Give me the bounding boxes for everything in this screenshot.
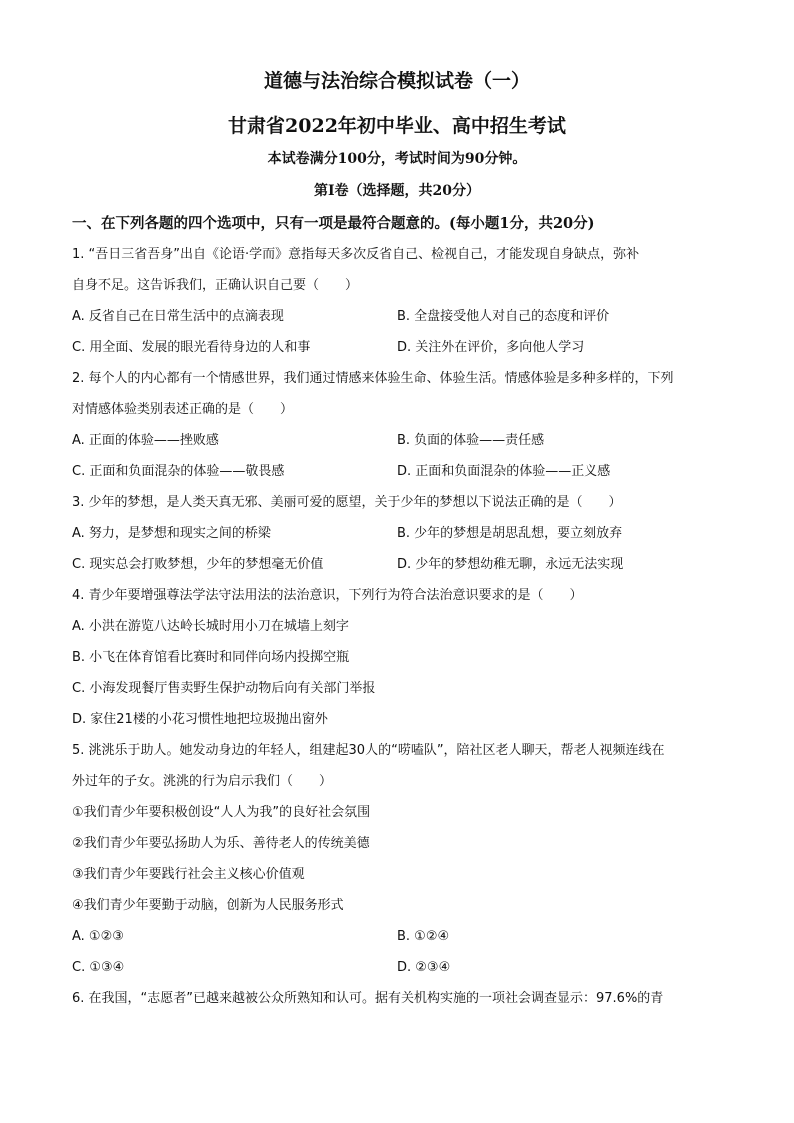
- question-4: [72, 580, 722, 735]
- option-b: B. 小飞在体育馆看比赛时和同伴向场内投掷空瓶: [72, 650, 350, 665]
- question-5: [72, 735, 722, 983]
- exam-title: 道德与法治综合模拟试卷（一）: [263, 70, 530, 92]
- question-2: [72, 363, 722, 487]
- statement-3: ③我们青少年要践行社会主义核心价值观: [72, 867, 305, 882]
- question-6: [72, 983, 722, 1014]
- option-b: B. 少年的梦想是胡思乱想，要立刻放弃: [397, 526, 623, 541]
- option-a: A. 小洪在游览八达岭长城时用小刀在城墙上刻字: [72, 619, 349, 634]
- option-a: A. 努力，是梦想和现实之间的桥梁: [72, 526, 271, 541]
- question-text: 6. 在我国，“志愿者”已越来越被公众所熟知和认可。据有关机构实施的一项社会调查显示：97.6%的青: [72, 991, 664, 1006]
- statement-1: ①我们青少年要积极创设“人人为我”的良好社会氛围: [72, 805, 371, 820]
- option-c: C. 正面和负面混杂的体验——敬畏感: [72, 464, 285, 479]
- exam-subtitle: 甘肃省2022年初中毕业、高中招生考试: [228, 115, 566, 137]
- option-c: C. 用全面、发展的眼光看待身边的人和事: [72, 340, 311, 355]
- option-a: A. 反省自己在日常生活中的点滴表现: [72, 309, 284, 324]
- question-text: 5. 洮洮乐于助人。她发动身边的年轻人，组建起30人的“唠嗑队”，陪社区老人聊天，帮老人视频连线在: [72, 743, 665, 758]
- question-body: [72, 239, 722, 1014]
- question-1: [72, 239, 722, 363]
- question-3: [72, 487, 722, 580]
- option-d: D. 少年的梦想幼稚无聊，永远无法实现: [397, 557, 624, 572]
- option-d: D. 正面和负面混杂的体验——正义感: [397, 464, 611, 479]
- option-c: C. 小海发现餐厅售卖野生保护动物后向有关部门举报: [72, 681, 376, 696]
- question-text: 4. 青少年要增强尊法学法守法用法的法治意识，下列行为符合法治意识要求的是（ ）: [72, 588, 583, 603]
- option-d: D. ②③④: [397, 960, 451, 975]
- option-d: D. 家住21楼的小花习惯性地把垃圾抛出窗外: [72, 712, 328, 727]
- option-c: C. ①③④: [72, 960, 125, 975]
- option-b: B. 全盘接受他人对自己的态度和评价: [397, 309, 610, 324]
- question-text: 对情感体验类别表述正确的是（ ）: [72, 402, 294, 417]
- question-text: 自身不足。这告诉我们，正确认识自己要（ ）: [72, 278, 359, 293]
- option-c: C. 现实总会打败梦想，少年的梦想毫无价值: [72, 557, 324, 572]
- option-a: A. 正面的体验——挫败感: [72, 433, 219, 448]
- question-text: 3. 少年的梦想，是人类天真无邪、美丽可爱的愿望，关于少年的梦想以下说法正确的是（ ）: [72, 495, 622, 510]
- part-heading: 第Ⅰ卷（选择题，共20分）: [313, 183, 481, 199]
- option-a: A. ①②③: [72, 929, 124, 944]
- section-heading: 一、在下列各题的四个选项中，只有一项是最符合题意的。(每小题1分，共20分): [72, 215, 595, 232]
- option-b: B. 负面的体验——责任感: [397, 433, 545, 448]
- question-text: 1. “吾日三省吾身”出自《论语·学而》意指每天多次反省自己、检视自己，才能发现自身缺点，弥补: [72, 247, 640, 262]
- exam-info: 本试卷满分100分，考试时间为90分钟。: [267, 151, 527, 167]
- question-text: 2. 每个人的内心都有一个情感世界，我们通过情感来体验生命、体验生活。情感体验是多种多样的，下列: [72, 371, 674, 386]
- question-text: 外过年的子女。洮洮的行为启示我们（ ）: [72, 774, 333, 789]
- option-d: D. 关注外在评价，多向他人学习: [397, 340, 585, 355]
- option-b: B. ①②④: [397, 929, 450, 944]
- statement-4: ④我们青少年要勤于动脑，创新为人民服务形式: [72, 898, 344, 913]
- statement-2: ②我们青少年要弘扬助人为乐、善待老人的传统美德: [72, 836, 370, 851]
